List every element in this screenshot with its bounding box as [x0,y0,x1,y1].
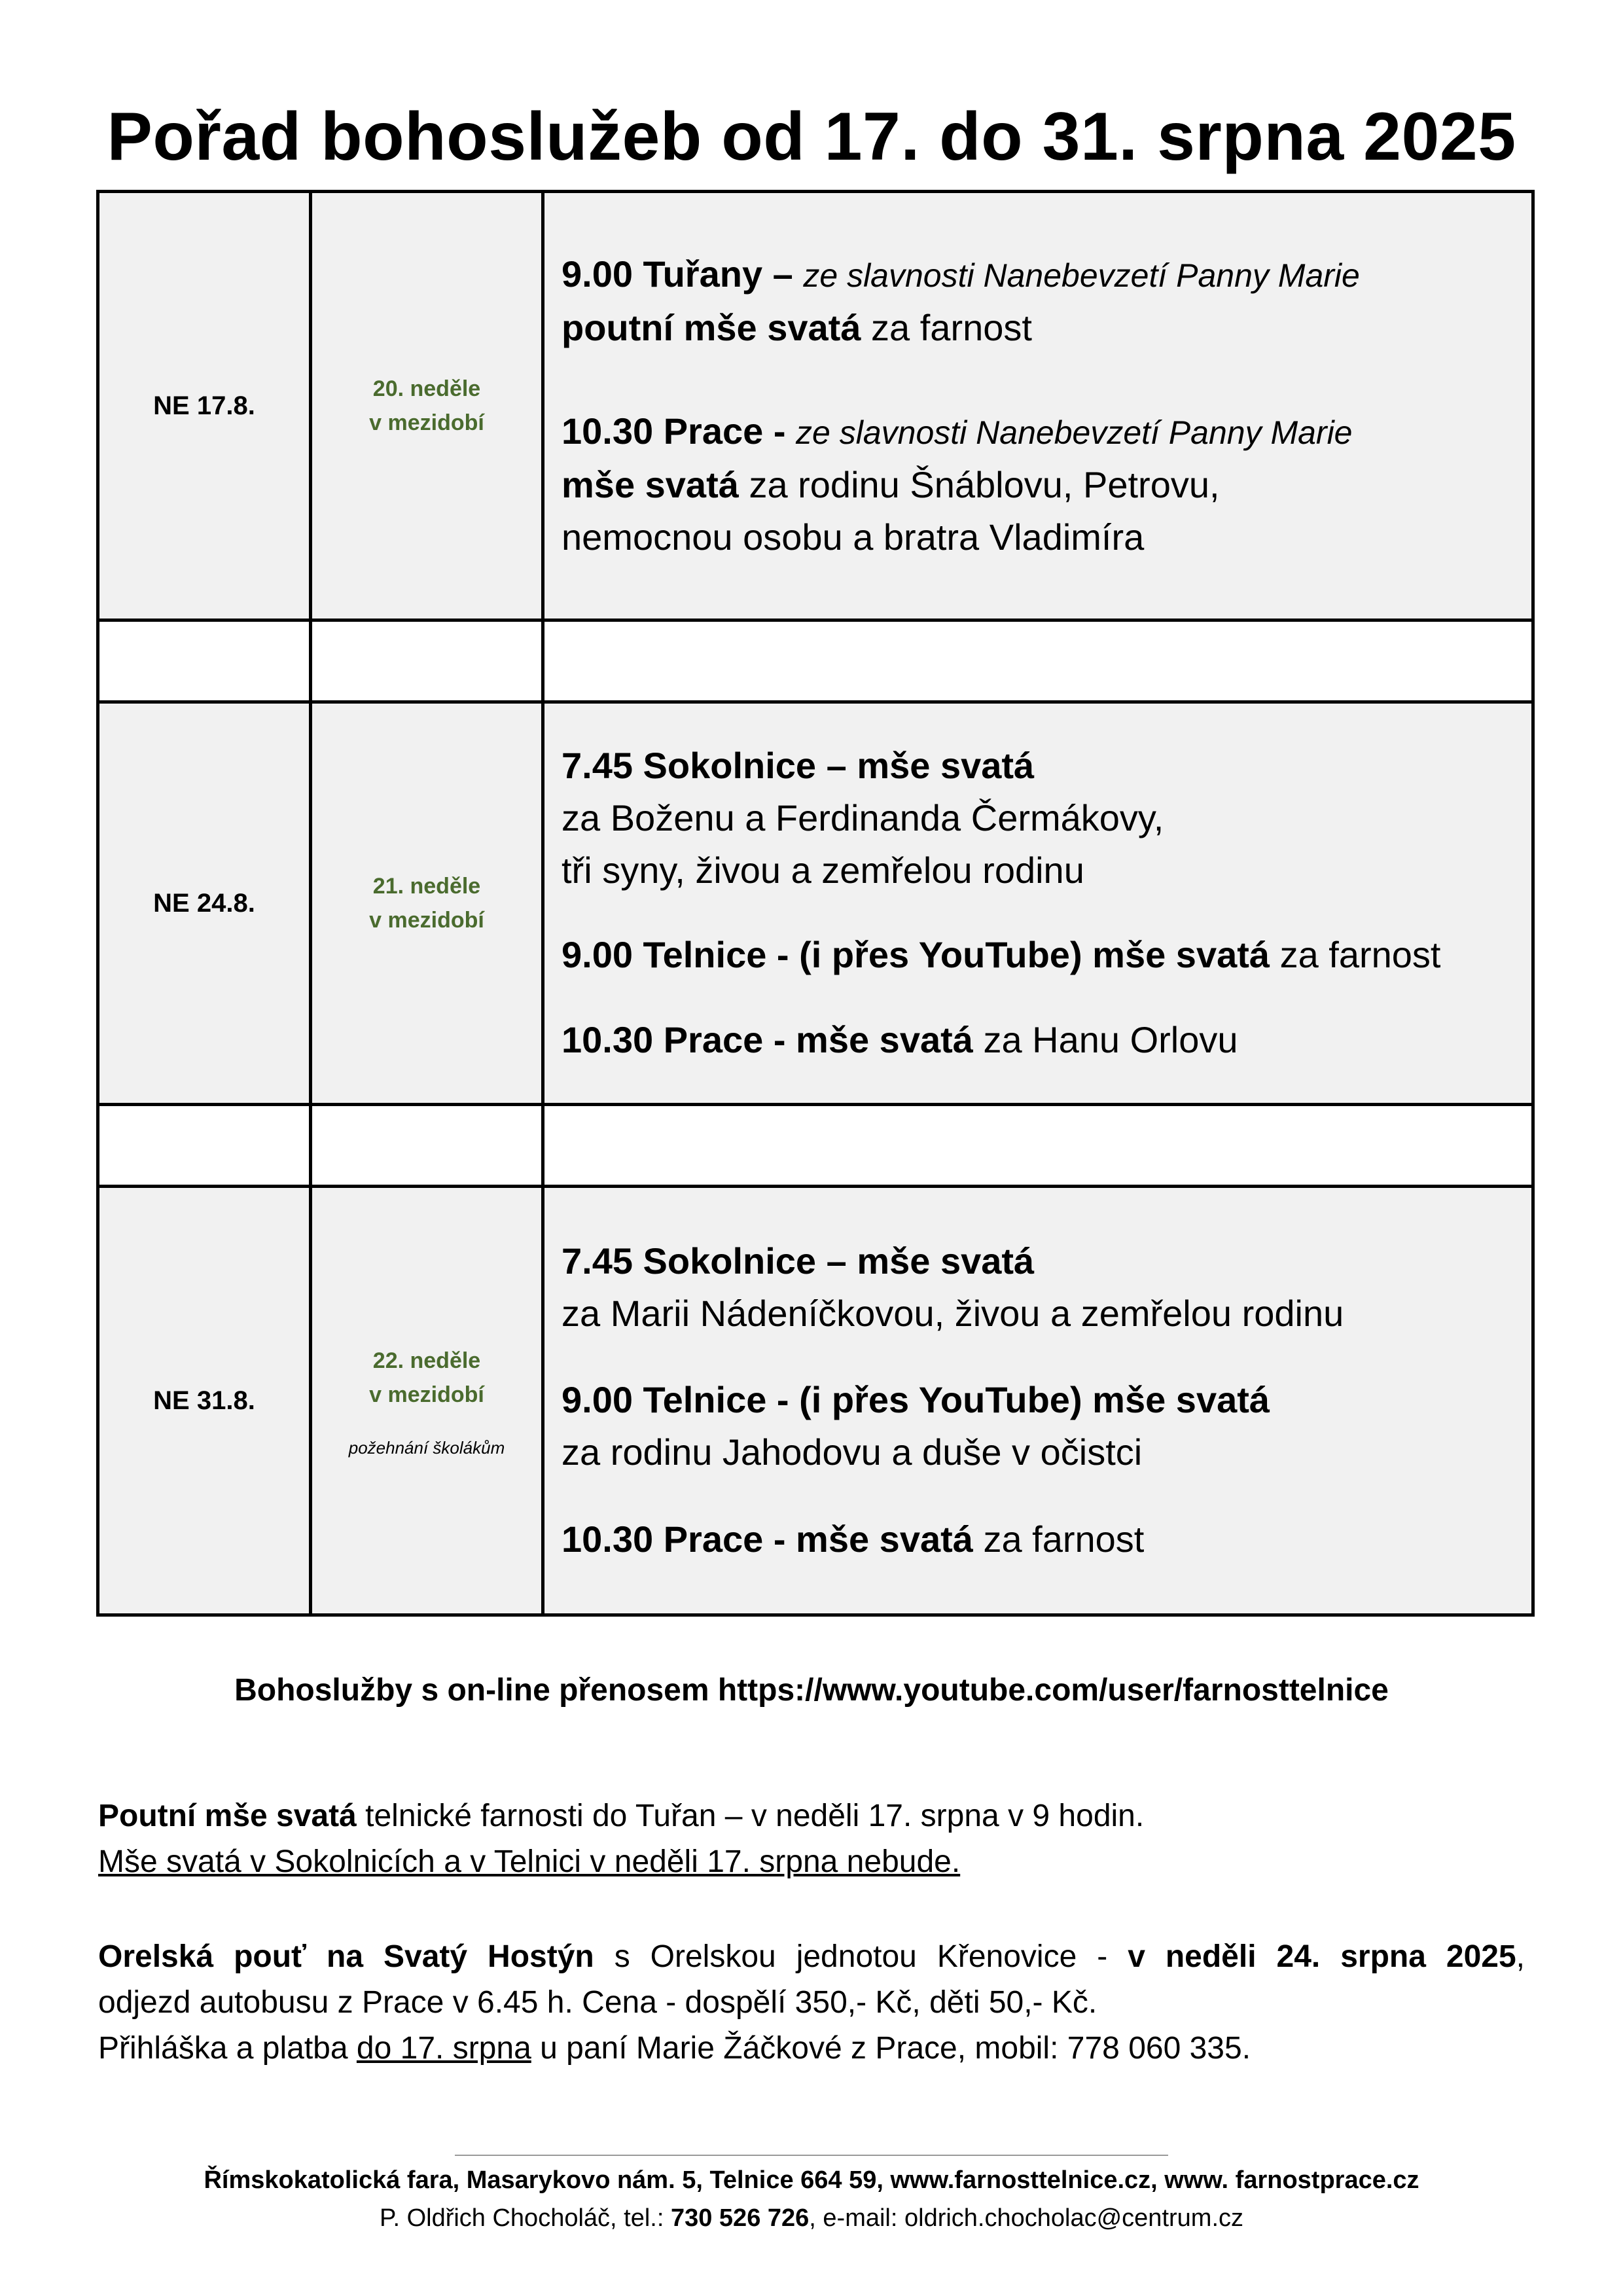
mass-entry [562,928,1514,982]
mass-heading: 10.30 Prace - mše svatá [562,1518,973,1560]
sunday-season: v mezidobí [369,1382,484,1407]
mass-intention: za rodinu Šnáblovu, Petrovu, [749,464,1220,505]
sunday-cell [311,1187,543,1615]
mass-intention: za farnost [871,307,1032,348]
mass-intention: za farnost [972,1518,1145,1560]
sunday-cell [311,192,543,620]
mass-heading: 9.00 Telnice - (i přes YouTube) mše svatá [562,934,1270,975]
sunday-name: 21. neděle [372,874,481,899]
orel-date: v neděli 24. srpna 2025 [1128,1939,1516,1974]
online-broadcast-note: Bohoslužby s on-line přenosem https://www.youtube.com/user/farnosttelnice [234,1673,1389,1708]
mass-entry [562,405,1514,564]
sunday-cell [311,702,543,1105]
footer-priest: P. Oldřich Chocholáč, tel.: [380,2204,671,2232]
mass-entry [562,1235,1514,1340]
mass-entry [562,1013,1514,1067]
orel-title: Orelská pouť na Svatý Hostýn [98,1939,594,1974]
footer-contact [0,2199,1623,2237]
pilgrimage-text: telnické farnosti do Tuřan – v neděli 17. srpna v 9 hodin. [356,1799,1145,1833]
mass-note: ze slavnosti Nanebevzetí Panny Marie [803,257,1360,294]
masses-cell [543,192,1533,620]
orel-organizer: s Orelskou jednotou Křenovice - [594,1939,1128,1974]
mass-intention: za farnost [1270,934,1441,975]
mass-intention: za Marii Nádeníčkovou, živou a zemřelou rodinu [562,1293,1344,1334]
sunday-name: 20. neděle [372,376,481,401]
mass-title: poutní mše svatá [562,307,861,348]
spacer-row [98,1105,1533,1187]
mass-intention-cont: nemocnou osobu a bratra Vladimíra [562,516,1145,558]
sunday-name: 22. neděle [372,1348,481,1373]
page-title: Pořad bohoslužeb od 17. do 31. srpna 2025 [107,99,1516,175]
pilgrimage-title: Poutní mše svatá [98,1799,357,1833]
mass-heading: 10.30 Prace - mše svatá [562,1019,973,1060]
mass-entry [562,1374,1514,1479]
schedule-table [96,190,1535,1617]
footer [0,2161,1623,2237]
mass-heading: 9.00 Telnice - (i přes YouTube) mše svatá [562,1379,1270,1420]
day-cell: NE 31.8. [98,1187,311,1615]
mass-intention: za rodinu Jahodovu a duše v očistci [562,1431,1143,1473]
pilgrimage-note [98,1793,1525,1885]
no-mass-notice: Mše svatá v Sokolnicích a v Telnici v neděli 17. srpna nebude. [98,1844,961,1879]
mass-entry [562,248,1514,354]
sunday-season: v mezidobí [369,908,484,933]
table-row [98,1187,1533,1615]
day-cell: NE 17.8. [98,192,311,620]
mass-entry [562,740,1514,897]
bus-info: odjezd autobusu z Prace v 6.45 h. Cena - dospělí 350,- Kč, děti 50,- Kč. [98,1985,1097,2020]
table-row [98,192,1533,620]
footer-email: , e-mail: oldrich.chocholac@centrum.cz [809,2204,1243,2232]
mass-heading: 7.45 Sokolnice – mše svatá [562,1240,1035,1282]
masses-cell [543,1187,1533,1615]
mass-heading: 7.45 Sokolnice – mše svatá [562,745,1035,786]
footer-phone: 730 526 726 [670,2204,810,2232]
mass-intention: za Hanu Orlovu [972,1019,1238,1060]
blessing-note: požehnání školákům [348,1438,505,1458]
signup-start: Přihláška a platba [98,2031,357,2066]
signup-contact: u paní Marie Žáčkové z Prace, mobil: 778 060 335. [531,2031,1251,2066]
mass-title: mše svatá [562,464,739,505]
sunday-season: v mezidobí [369,410,484,435]
orel-comma: , [1516,1939,1525,1974]
mass-note: ze slavnosti Nanebevzetí Panny Marie [796,414,1353,451]
orel-pilgrimage-note [98,1934,1525,2072]
mass-entry [562,1513,1514,1566]
footer-divider [455,2155,1168,2156]
mass-time-place: 9.00 Tuřany – [562,253,793,295]
day-cell: NE 24.8. [98,702,311,1105]
table-row [98,702,1533,1105]
mass-intention-cont: tři syny, živou a zemřelou rodinu [562,850,1084,891]
masses-cell [543,702,1533,1105]
spacer-row [98,620,1533,702]
footer-address: Římskokatolická fara, Masarykovo nám. 5, Telnice 664 59, www.farnosttelnice.cz, www. farnostprace.cz [204,2166,1419,2194]
mass-time-place: 10.30 Prace - [562,410,786,452]
signup-deadline: do 17. srpna [356,2031,531,2066]
mass-intention: za Boženu a Ferdinanda Čermákovy, [562,797,1164,838]
